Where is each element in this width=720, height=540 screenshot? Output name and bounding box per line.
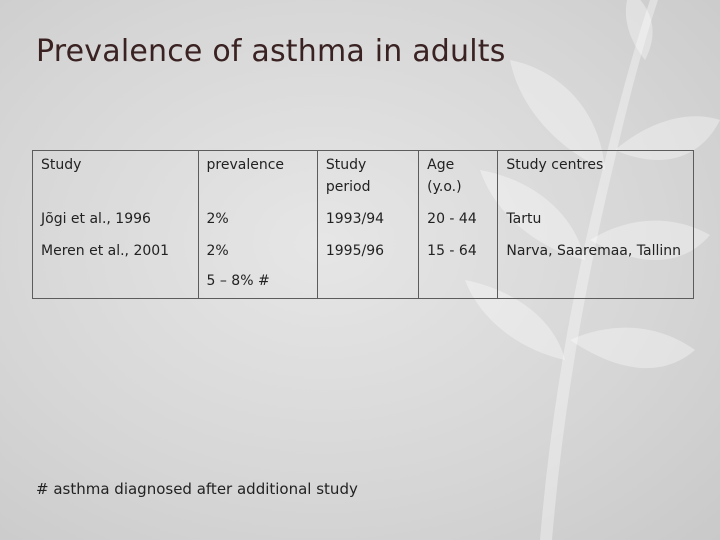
- cell-centres: Tartu: [498, 204, 694, 236]
- cell-prevalence-group: [198, 236, 317, 299]
- cell-prevalence: 2%: [206, 243, 229, 259]
- prevalence-table: [32, 150, 694, 299]
- header-prevalence: prevalence: [198, 151, 317, 205]
- cell-age: 20 - 44: [419, 204, 498, 236]
- cell-study: Jõgi et al., 1996: [33, 204, 199, 236]
- cell-period: 1993/94: [317, 204, 418, 236]
- header-age: Age (y.o.): [419, 151, 498, 205]
- footnote: # asthma diagnosed after additional study: [36, 480, 358, 498]
- cell-prevalence: 2%: [198, 204, 317, 236]
- header-study-period: Study period: [317, 151, 418, 205]
- cell-period: 1995/96: [317, 236, 418, 299]
- cell-centres: Narva, Saaremaa, Tallinn: [498, 236, 694, 299]
- cell-age: 15 - 64: [419, 236, 498, 299]
- slide-title: Prevalence of asthma in adults: [36, 34, 506, 69]
- cell-prevalence-extra: 5 – 8% #: [206, 273, 270, 289]
- cell-study: Meren et al., 2001: [33, 236, 199, 299]
- table-row: [33, 236, 694, 299]
- table-header-row: [33, 151, 694, 205]
- table-row: [33, 204, 694, 236]
- header-study-centres: Study centres: [498, 151, 694, 205]
- header-study: Study: [33, 151, 199, 205]
